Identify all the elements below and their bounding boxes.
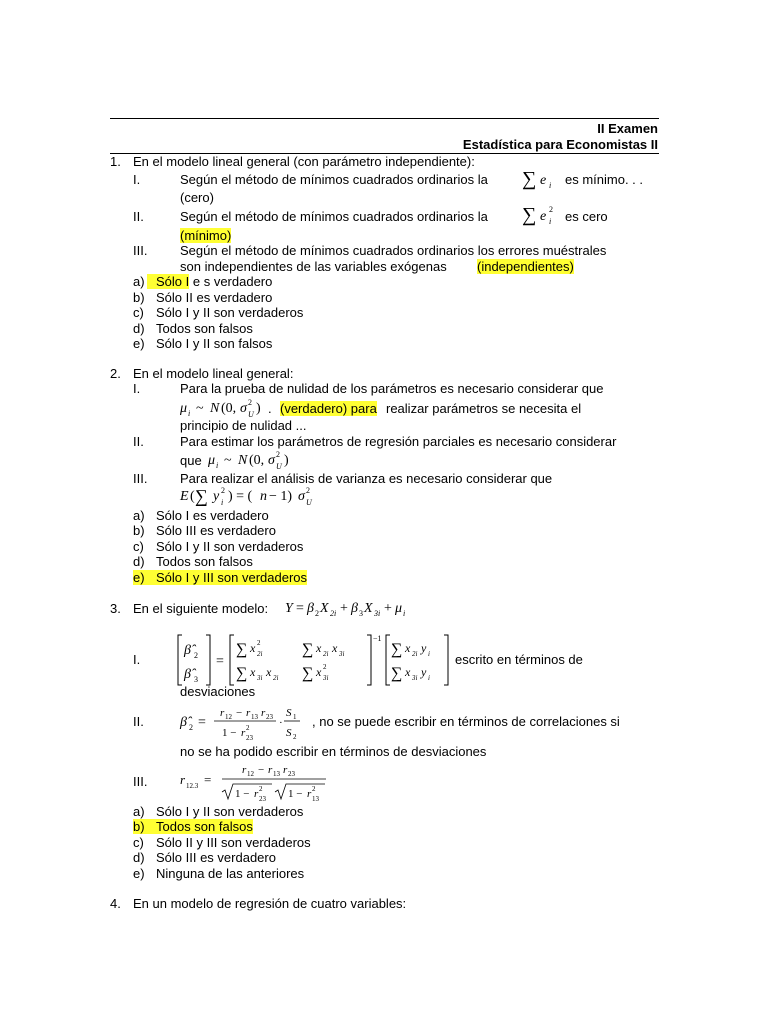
svg-text:23: 23 [288, 770, 295, 778]
svg-text:i: i [428, 650, 430, 658]
q1-option-a-letter: a) [133, 274, 145, 289]
svg-text:23: 23 [266, 713, 273, 721]
svg-text:i: i [221, 498, 224, 507]
q2-i-line3: principio de nulidad ... [180, 418, 307, 433]
svg-text:12: 12 [225, 713, 232, 721]
svg-text:x: x [332, 641, 338, 655]
svg-text:r: r [246, 707, 251, 719]
q2-number: 2. [110, 366, 121, 381]
svg-text:(: ( [190, 489, 195, 504]
svg-text:μ: μ [395, 601, 403, 616]
svg-text:∑: ∑ [522, 204, 537, 226]
svg-text:=: = [198, 715, 206, 730]
q3-option-b-letter: b) [133, 819, 151, 834]
q1-i-note: (cero) [180, 190, 214, 205]
sum-residuals-formula [522, 166, 562, 192]
svg-text:2: 2 [194, 651, 198, 660]
q3-option-e-letter: e) [133, 866, 145, 881]
q2-option-c-letter: c) [133, 539, 144, 554]
exam-title: II Examen [597, 121, 658, 136]
svg-text:+: + [384, 601, 392, 616]
svg-text:2: 2 [257, 639, 261, 647]
svg-text:i: i [216, 461, 219, 470]
q3-option-d-letter: d) [133, 850, 145, 865]
svg-text:σ: σ [268, 453, 275, 468]
svg-text:r: r [180, 772, 186, 787]
svg-text:μ: μ [180, 401, 188, 416]
svg-text:3: 3 [359, 609, 363, 618]
svg-text:∑: ∑ [391, 665, 403, 682]
svg-text:X: X [364, 601, 373, 616]
svg-text:(0,: (0, [249, 453, 265, 468]
q3-option-e: Ninguna de las anteriores [156, 866, 305, 881]
q1-option-d-letter: d) [133, 321, 145, 336]
svg-text:y: y [421, 641, 427, 655]
q3-ii-line2: no se ha podido escribir en términos de desviaciones [180, 744, 487, 759]
q1-stem: En el modelo lineal general (con parámetro independiente): [133, 154, 475, 169]
q1-option-a-rest: e s verdadero [189, 274, 273, 289]
q2-option-a-letter: a) [133, 508, 145, 523]
svg-text:∑: ∑ [195, 486, 208, 506]
q2-option-a: Sólo I es verdadero [156, 508, 269, 523]
q2-stem: En el modelo lineal general: [133, 366, 294, 381]
variance-formula [180, 484, 330, 508]
q2-option-b-letter: b) [133, 523, 145, 538]
q2-i-line1: Para la prueba de nulidad de los parámetros es necesario considerar que [180, 381, 604, 396]
q2-i-after: realizar parámetros se necesita el [386, 401, 582, 416]
svg-text:2: 2 [189, 723, 193, 732]
svg-text:r: r [241, 727, 246, 739]
svg-text:n: n [260, 489, 267, 504]
q1-option-b-letter: b) [133, 290, 145, 305]
svg-text:2: 2 [221, 486, 225, 495]
q1-option-c: Sólo I y II son verdaderos [156, 305, 304, 320]
header-rule [110, 118, 659, 119]
svg-text:23: 23 [259, 795, 266, 803]
q1-option-a-highlight: Sólo I [147, 274, 189, 289]
svg-text:2: 2 [549, 205, 553, 214]
svg-text:3i: 3i [257, 674, 263, 682]
svg-text:1 −: 1 − [288, 788, 303, 800]
q1-iii-note: (independientes) [477, 259, 574, 274]
svg-text:3i: 3i [374, 609, 381, 618]
svg-text:=: = [216, 654, 224, 669]
q1-option-a [147, 274, 272, 289]
svg-text:−: − [236, 707, 243, 719]
svg-text:2: 2 [323, 663, 327, 671]
q1-option-e-letter: e) [133, 336, 145, 351]
svg-text:y: y [421, 665, 427, 679]
svg-text:~: ~ [224, 453, 232, 468]
svg-text:): ) [256, 401, 261, 416]
q2-option-b: Sólo III es verdadero [156, 523, 276, 538]
q3-option-b: Todos son falsos [151, 819, 253, 834]
svg-text:x: x [405, 665, 411, 679]
svg-text:2: 2 [293, 733, 297, 741]
q1-option-b: Sólo II es verdadero [156, 290, 273, 305]
q3-option-a-letter: a) [133, 804, 145, 819]
matrix-equation [176, 632, 452, 688]
svg-text:r: r [283, 764, 288, 776]
q2-ii-numeral: II. [133, 434, 144, 449]
svg-text:2i: 2i [330, 609, 337, 618]
q3-option-a: Sólo I y II son verdaderos [156, 804, 304, 819]
svg-text:): ) [284, 453, 289, 468]
svg-text:S: S [286, 727, 292, 739]
svg-text:~: ~ [196, 401, 204, 416]
q2-option-e-letter: e) [133, 570, 151, 585]
q2-ii-line1: Para estimar los parámetros de regresión parciales es necesario considerar [180, 434, 617, 449]
svg-text:x: x [250, 665, 256, 679]
q3-i-numeral: I. [133, 652, 141, 667]
svg-text:1 −: 1 − [235, 788, 250, 800]
svg-text:Y: Y [285, 601, 293, 616]
q3-ii-tail: , no se puede escribir en términos de correlaciones si [312, 714, 620, 729]
svg-text:12.3: 12.3 [186, 782, 199, 790]
svg-text:r: r [220, 707, 225, 719]
svg-text:e: e [540, 209, 547, 224]
svg-text:− 1): − 1) [269, 489, 293, 504]
svg-text:−: − [258, 764, 265, 776]
svg-text:N: N [238, 453, 248, 468]
svg-text:i: i [549, 181, 552, 190]
q1-i-numeral: I. [133, 172, 141, 187]
svg-text:U: U [306, 498, 312, 507]
normal-dist-formula-2 [208, 449, 308, 471]
svg-text:1 −: 1 − [222, 727, 237, 739]
svg-text:2: 2 [259, 785, 263, 793]
q1-option-c-letter: c) [133, 305, 144, 320]
q1-ii-text: Según el método de mínimos cuadrados ordinarios la [180, 209, 488, 224]
partial-correlation-formula [180, 760, 330, 804]
svg-text:r: r [261, 707, 266, 719]
svg-text:3i: 3i [323, 674, 329, 682]
svg-text:−1: −1 [373, 634, 382, 643]
q3-i-line2: desviaciones [180, 684, 256, 699]
svg-text:β: β [351, 601, 358, 616]
svg-text:i: i [403, 609, 406, 618]
svg-text:1: 1 [293, 713, 297, 721]
q3-iii-numeral: III. [133, 774, 148, 789]
svg-text:13: 13 [312, 795, 319, 803]
svg-text:∑: ∑ [391, 641, 403, 658]
svg-text:X: X [320, 601, 329, 616]
svg-text:N: N [210, 401, 220, 416]
svg-text:2: 2 [276, 450, 280, 459]
q2-ii-line2: que [180, 453, 202, 468]
q3-option-d: Sólo III es verdadero [156, 850, 276, 865]
svg-text:r: r [242, 764, 247, 776]
q4-stem: En un modelo de regresión de cuatro variables: [133, 896, 407, 911]
svg-text:2: 2 [315, 609, 319, 618]
q2-iii-line1: Para realizar el análisis de varianza es necesario considerar que [180, 471, 553, 486]
svg-text:∑: ∑ [236, 641, 248, 658]
svg-text:3i: 3i [339, 650, 345, 658]
q1-ii-tail: es cero [565, 209, 608, 224]
svg-text:2: 2 [246, 724, 250, 732]
q3-option-c: Sólo II y III son verdaderos [156, 835, 311, 850]
svg-text:2i: 2i [273, 674, 279, 682]
q3-number: 3. [110, 601, 121, 616]
svg-text:x: x [405, 641, 411, 655]
q3-i-tail: escrito en términos de [455, 652, 583, 667]
q1-ii-numeral: II. [133, 209, 144, 224]
svg-text:+: + [340, 601, 348, 616]
q1-iii-line1: Según el método de mínimos cuadrados ordinarios los errores muéstrales [180, 243, 607, 258]
q3-option-c-letter: c) [133, 835, 144, 850]
q4-number: 4. [110, 896, 121, 911]
svg-text:(0,: (0, [221, 401, 237, 416]
svg-text:3i: 3i [412, 674, 418, 682]
q1-ii-note: (mínimo) [180, 228, 232, 243]
svg-text:i: i [428, 674, 430, 682]
svg-text:μ: μ [208, 453, 216, 468]
q2-iii-numeral: III. [133, 471, 148, 486]
q1-iii-numeral: III. [133, 243, 148, 258]
svg-text:=: = [296, 601, 304, 616]
q2-option-d: Todos son falsos [156, 554, 253, 569]
svg-text:E: E [180, 489, 189, 504]
svg-text:∑: ∑ [302, 665, 314, 682]
svg-text:23: 23 [246, 734, 253, 742]
q1-i-tail: es mínimo. . . [565, 172, 644, 187]
q1-iii-line2: son independientes de las variables exógenas [180, 259, 447, 274]
svg-text:β: β [307, 601, 314, 616]
q3-stem: En el siguiente modelo: [133, 601, 269, 616]
model-equation [285, 597, 435, 619]
q2-option-e: Sólo I y III son verdaderos [151, 570, 307, 585]
svg-text:=: = [204, 772, 212, 787]
svg-text:3: 3 [194, 675, 198, 684]
q1-number: 1. [110, 154, 121, 169]
svg-text:2: 2 [248, 398, 252, 407]
svg-text:r: r [268, 764, 273, 776]
svg-text:β̂: β̂ [180, 715, 187, 730]
svg-text:·: · [279, 717, 283, 729]
svg-text:β̂: β̂ [184, 643, 191, 658]
svg-text:i: i [188, 409, 191, 418]
svg-text:2: 2 [306, 486, 310, 495]
q2-option-d-letter: d) [133, 554, 145, 569]
svg-text:i: i [549, 217, 552, 226]
exam-page: II Examen Estadística para Economistas II 1. En el modelo lineal general (con parámetro independiente): I. Según el método de mínimos cuadrados ordinarios la ∑ e i es mínimo. . . (cero) II. Según el método de mínimos cuadrados ordinarios la ∑ e 2 i es cero (mínimo) III. Según el método de mínimos cuadrados ordinarios los errores muéstrales son independientes de las variables exógenas (independientes) a) Sólo I e s verdadero b) Sólo II es verdadero c) Sólo I y II son verdaderos d) Todos son falsos e) Sólo I y II son falsos 2. En el modelo lineal general: I. Para la prueba de nulidad de los parámetros es necesario considerar que μ i ~ N (0, σ 2 U ) . (verdadero) para realizar parámetros se necesita el principio de nulidad ... II. Para estimar los parámetros de regresión parciales es necesario considerar que μ i ~ N (0, σ 2 U ) III. Para realizar el análisis de varianza es necesario considerar que E ( ∑ y 2 i ) = ( n − 1) σ 2 U a) Sólo I es verdadero b) Sólo III es verdadero c) Sólo I y II son verdaderos d) Todos son falsos e) Sólo I y III son verdaderos 3. En el siguiente modelo: Y = β 2 X 2i + β 3 X 3i + μ i I. β̂ 2 β̂ 3 = ∑ x 2 2i ∑ x 2i x 3i ∑ x 3i x 2i ∑ x 2 3i −1 ∑ x 2i y i ∑ x 3i y i escrito en términos de desviaciones II. β̂ 2 = r 12 − r 13 r 23 1 − r 2 23 · S 1 S 2 , no se puede escribir en términos de correlaciones si no se ha podido escribir en términos de desviaciones III. r 12.3 = r 12 − r 13 r 23 1 − r 2 23 1 − r 2 13 a) Sólo I y II son verdaderos b) Todos son falsos c) Sólo II y III son verdaderos d) Sólo III es verdadero e) Ninguna de las anteriores 4. En un modelo de regresión de cuatro variables: [0, 0, 768, 1024]
svg-text:σ: σ [298, 489, 305, 504]
svg-text:13: 13 [251, 713, 258, 721]
svg-text:∑: ∑ [522, 168, 537, 190]
q2-i-numeral: I. [133, 381, 141, 396]
svg-text:U: U [276, 462, 282, 471]
svg-text:∑: ∑ [302, 641, 314, 658]
q2-option-c: Sólo I y II son verdaderos [156, 539, 304, 554]
svg-text:e: e [540, 173, 547, 188]
svg-text:x: x [266, 665, 272, 679]
svg-text:S: S [286, 707, 292, 719]
svg-text:r: r [307, 788, 312, 800]
q2-i-highlight: (verdadero) para [280, 401, 377, 416]
svg-text:x: x [250, 641, 256, 655]
svg-text:12: 12 [247, 770, 254, 778]
svg-text:) = (: ) = ( [228, 489, 253, 504]
sum-squared-residuals-formula [522, 202, 562, 228]
q1-option-d: Todos son falsos [156, 321, 253, 336]
svg-text:x: x [316, 665, 322, 679]
svg-text:x: x [316, 641, 322, 655]
q1-i-text: Según el método de mínimos cuadrados ordinarios la [180, 172, 488, 187]
svg-text:β̂: β̂ [184, 667, 191, 682]
svg-text:2i: 2i [412, 650, 418, 658]
svg-text:2i: 2i [323, 650, 329, 658]
svg-text:U: U [248, 410, 254, 419]
svg-text:σ: σ [240, 401, 247, 416]
q3-ii-numeral: II. [133, 714, 144, 729]
beta-hat-formula [180, 702, 312, 742]
svg-text:2i: 2i [257, 650, 263, 658]
svg-text:2: 2 [312, 785, 316, 793]
svg-text:y: y [213, 489, 220, 504]
exam-subtitle: Estadística para Economistas II [462, 137, 658, 152]
normal-dist-formula-1 [180, 397, 280, 419]
svg-text:∑: ∑ [236, 665, 248, 682]
svg-text:13: 13 [273, 770, 280, 778]
svg-text:r: r [254, 788, 259, 800]
q1-option-e: Sólo I y II son falsos [156, 336, 273, 351]
